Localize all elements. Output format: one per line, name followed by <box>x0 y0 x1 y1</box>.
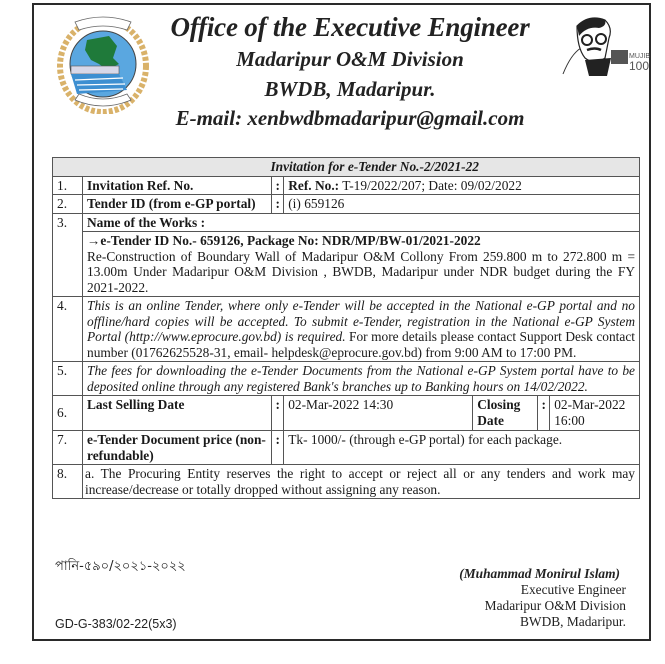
row-label: Name of the Works : <box>83 213 640 232</box>
works-heading: →e-Tender ID No.- 659126, Package No: NDR/MP/BW-01/2021-2022 <box>87 233 481 248</box>
row-number: 7. <box>53 431 83 465</box>
row-number: 2. <box>53 195 83 214</box>
office-location: BWDB, Madaripur. <box>264 77 436 101</box>
table-row <box>53 431 640 465</box>
table-row <box>53 396 640 431</box>
online-tender-italic: This is an online Tender, where only e-Tender will be accepted in the National e-GP portal and no offline/hard copies will be accepted. To submit e-Tender, registration in the National e-GP System Portal (http://www.eprocure.gov.bd) is required. <box>87 298 635 344</box>
svg-text:100: 100 <box>629 59 650 73</box>
gd-reference: GD-G-383/02-22(5x3) <box>55 617 177 631</box>
document-price: Tk- 1000/- (through e-GP portal) for each package. <box>284 431 640 465</box>
row-number: 4. <box>53 297 83 362</box>
works-text: Re-Construction of Boundary Wall of Madaripur O&M Collony From 259.800 m to 272.800 m = 13.00m Under Madaripur O&M Division , BWDB, Madaripur under NDR budget during the FY 2021-2022. <box>87 248 635 295</box>
row-separator: : <box>272 396 284 431</box>
row-separator: : <box>272 176 284 195</box>
table-row <box>53 232 640 297</box>
row-separator: : <box>272 431 284 465</box>
works-description <box>83 232 640 297</box>
row-separator: : <box>272 195 284 214</box>
mujib-100-portrait-icon <box>555 14 650 76</box>
last-selling-date: 02-Mar-2022 14:30 <box>284 396 473 431</box>
row-number: 5. <box>53 362 83 396</box>
ref-value: T-19/2022/207; Date: 09/02/2022 <box>339 177 522 193</box>
invitation-ref-value <box>284 176 640 195</box>
table-row <box>53 195 640 214</box>
table-caption-row <box>53 158 640 177</box>
row-label: Last Selling Date <box>83 396 272 431</box>
table-row <box>53 362 640 396</box>
support-desk-text: For more details please contact Support Desk contact number (01762625528-31, email- helpdesk@eprocure.gov.bd) from 9:00 AM to 17:00 PM. <box>87 329 635 360</box>
signature-block <box>440 566 640 630</box>
row-number: 3. <box>53 213 83 232</box>
memo-number: পানি-৫৯০/২০২১-২০২২ <box>55 559 186 574</box>
signatory-office: BWDB, Madaripur. <box>520 614 626 629</box>
portrait-badge: MUJIB <box>629 53 650 60</box>
table-row <box>53 297 640 362</box>
reservation-clause: a. The Procuring Entity reserves the right to accept or reject all or any tenders and work may increase/decrease or totally dropped without assigning any reason. <box>83 465 640 499</box>
fee-note: The fees for downloading the e-Tender Documents from the National e-GP System portal have to be deposited online through any registered Bank's branches up to Banking hours on 14/02/2022. <box>83 362 640 396</box>
signatory-division: Madaripur O&M Division <box>484 598 626 613</box>
office-title: Office of the Executive Engineer <box>170 12 530 42</box>
table-row <box>53 176 640 195</box>
row-separator: : <box>538 396 550 431</box>
table-caption: Invitation for e-Tender No.-2/2021-22 <box>53 158 640 177</box>
row-label: Invitation Ref. No. <box>83 176 272 195</box>
tender-id-value: (i) 659126 <box>284 195 640 214</box>
tender-notice-table <box>52 157 640 499</box>
closing-date-label: Closing Date <box>473 396 538 431</box>
table-row <box>53 465 640 499</box>
office-email: E-mail: xenbwdbmadaripur@gmail.com <box>175 106 525 130</box>
row-label: Tender ID (from e-GP portal) <box>83 195 272 214</box>
ref-label: Ref. No.: <box>288 177 340 193</box>
row-label: e-Tender Document price (non-refundable) <box>83 431 272 465</box>
row-number: 1. <box>53 176 83 195</box>
row-number: 6. <box>53 396 83 431</box>
signatory-designation: Executive Engineer <box>520 582 626 597</box>
division-name: Madaripur O&M Division <box>236 47 464 71</box>
closing-date: 02-Mar-2022 16:00 <box>550 396 640 431</box>
bwdb-emblem-icon <box>57 14 149 114</box>
row-number: 8. <box>53 465 83 499</box>
table-row <box>53 213 640 232</box>
signatory-name: (Muhammad Monirul Islam) <box>459 566 620 581</box>
online-tender-note <box>83 297 640 362</box>
